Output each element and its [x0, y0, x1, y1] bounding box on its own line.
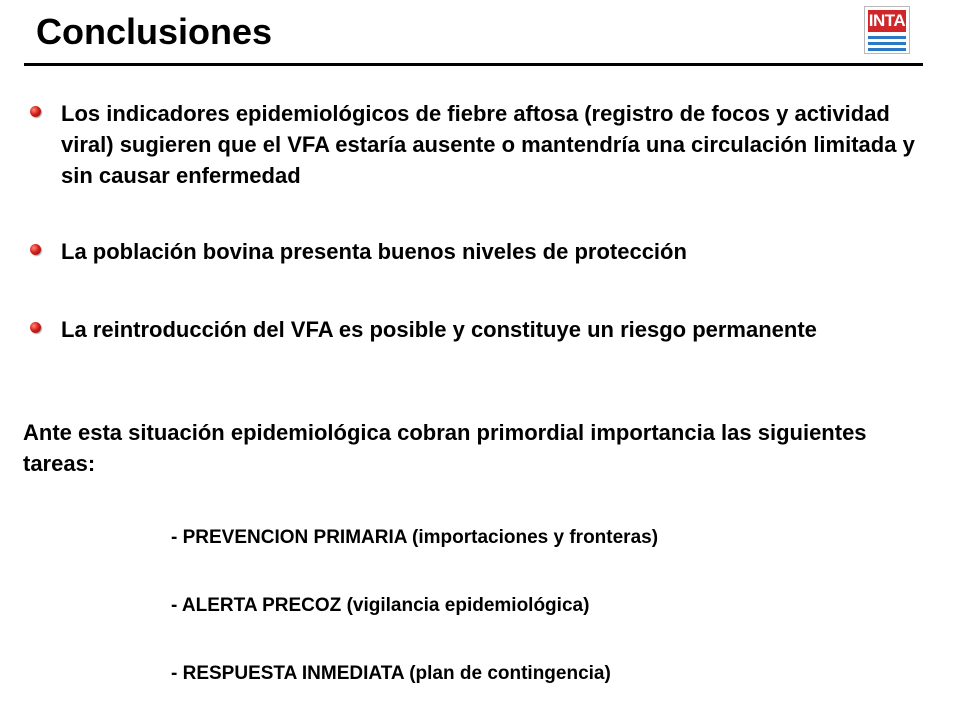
title-divider	[24, 63, 923, 66]
bullet-text: La población bovina presenta buenos niveles de protección	[61, 239, 687, 264]
task-item-3: - RESPUESTA INMEDIATA (plan de contingencia)	[171, 663, 611, 684]
bullet-text: Los indicadores epidemiológicos de fiebre aftosa (registro de focos y actividad viral) sugieren que el VFA estaría ausente o mantendría una circulación limitada y sin causar enfermedad	[61, 101, 915, 188]
bullet-text: La reintroducción del VFA es posible y constituye un riesgo permanente	[61, 317, 817, 342]
red-sphere-bullet-icon	[30, 244, 41, 255]
logo-text: INTA	[868, 11, 906, 30]
logo-wave-3	[868, 48, 906, 51]
logo-wave-2	[868, 42, 906, 45]
logo-wave-1	[868, 36, 906, 39]
red-sphere-bullet-icon	[30, 106, 41, 117]
page-title: Conclusiones	[36, 11, 273, 52]
task-item-2: - ALERTA PRECOZ (vigilancia epidemiológica)	[171, 595, 590, 616]
inta-logo-icon	[864, 6, 910, 54]
task-item-1: - PREVENCION PRIMARIA (importaciones y fronteras)	[171, 527, 659, 548]
red-sphere-bullet-icon	[30, 322, 41, 333]
intro-paragraph: Ante esta situación epidemiológica cobran primordial importancia las siguientes tareas:	[23, 420, 867, 476]
